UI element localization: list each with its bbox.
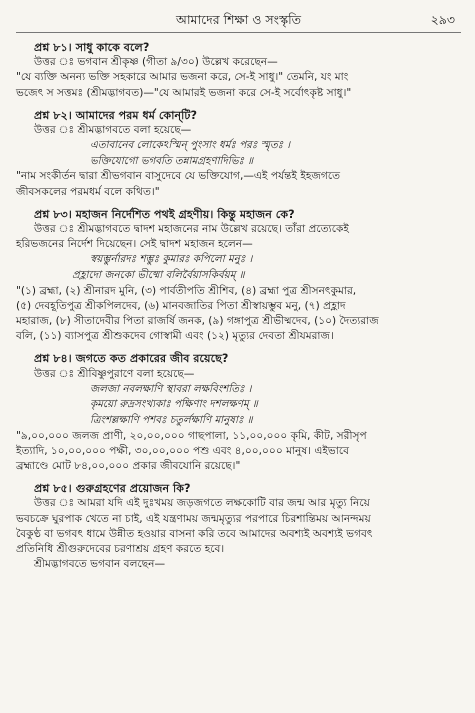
answer-83-list-3: মহারাজ, (৮) সীতাদেবীর পিতা রাজর্ষি জনক, (৯) গঙ্গাপুত্র শ্রীভীষ্মদেব, (১০) দৈত্যরাজ	[16, 315, 379, 328]
answer-83-list-4: বলি, (১১) ব্যাসপুত্র শ্রীশুকদেব গোস্বামী এবং (১২) মৃত্যুর দেবতা শ্রীযমরাজ।	[16, 330, 334, 343]
answer-84-line-4: ব্রহ্মাণ্ডে মোট ৮৪,০০,০০০ প্রকার জীবযোনি রয়েছে।"	[16, 460, 241, 473]
answer-85-line-5: শ্রীমদ্ভাগবতে ভগবান বলছেন—	[34, 558, 166, 571]
question-85: প্রশ্ন ৮৫। গুরুগ্রহণের প্রয়োজন কি?	[34, 482, 191, 496]
verse-82-line-1: এতাবানেব লোকেঽস্মিন্ পুংসাং ধর্মঃ পরঃ স্মৃতঃ ।	[90, 139, 291, 152]
answer-82-line-2: "নাম সংকীর্তন দ্বারা শ্রীভগবান বাসুদেবে যে ভক্তিযোগ,—এই পর্যন্তই ইহজগতে	[16, 170, 341, 183]
answer-84-line-1: উত্তর ঃ শ্রীবিষ্ণুপুরাণে বলা হয়েছে—	[34, 367, 195, 380]
question-84: প্রশ্ন ৮৪। জগতে কত প্রকারের জীব রয়েছে?	[34, 352, 229, 366]
answer-81-line-2: "যে ব্যক্তি অনন্য ভক্তি সহকারে আমার ভজনা করে, সে-ই সাধু।" তেমনি, যং মাং	[16, 71, 349, 84]
verse-83-line-1: স্বয়ম্ভুর্নারদঃ শম্ভুঃ কুমারঃ কপিলো মনুঃ ।	[90, 253, 253, 266]
answer-83-line-2: হরিভজনের নির্দেশ দিয়েছেন। সেই দ্বাদশ মহাজন হলেন—	[16, 238, 253, 251]
answer-83-list-1: "(১) ব্রহ্মা, (২) শ্রীনারদ মুনি, (৩) পার্বতীপতি শ্রীশিব, (৪) ব্রহ্মা পুত্র শ্রীসনৎকুমার,	[16, 284, 357, 297]
verse-84-line-1: জলজা নবলক্ষাণি স্থাবরা লক্ষবিংশতিঃ ।	[90, 382, 252, 395]
answer-85-line-3: বৈকুণ্ঠ বা ভগবৎ ধামে উন্নীত হওয়ার বাসনা করি তবে আমাদের অবশ্যই অবশ্যই ভগবৎ	[16, 527, 373, 540]
answer-85-line-1: উত্তর ঃ আমরা যদি এই দুঃখময় জড়জগতে লক্ষকোটি বার জন্ম আর মৃত্যু নিয়ে	[34, 497, 370, 510]
page-number: ২৯৩	[430, 12, 455, 27]
question-82: প্রশ্ন ৮২। আমাদের পরম ধর্ম কোন্‌টি?	[34, 108, 197, 122]
running-title: আমাদের শিক্ষা ও সংস্কৃতি	[175, 12, 302, 27]
page-body	[16, 40, 461, 572]
answer-81-line-3: ভজেৎ স সত্তমঃ (শ্রীমদ্ভাগবত)—"যে আমারই ভজনা করে সে-ই সর্বোৎকৃষ্ট সাধু।"	[16, 86, 352, 99]
verse-84-line-3: ত্রিংশল্লক্ষাণি পশবঃ চতুর্লক্ষাণি মানুষাঃ ॥	[90, 414, 253, 427]
answer-83-line-1: উত্তর ঃ শ্রীমদ্ভাগবতে দ্বাদশ মহাজনের নাম উল্লেখ রয়েছে। তাঁরা প্রত্যেকেই	[34, 223, 349, 236]
answer-83-list-2: (৫) দেবহূতিপুত্র শ্রীকপিলদেব, (৬) মানবজাতির পিতা শ্রীস্বায়ম্ভুব মনু, (৭) প্রহ্লাদ	[16, 299, 346, 312]
verse-83-line-2: প্রহ্লাদো জনকো ভীষ্মো বলির্বৈয়াসকির্বয়ম্ ॥	[72, 269, 245, 282]
answer-82-line-1: উত্তর ঃ শ্রীমদ্ভাগবতে বলা হয়েছে—	[34, 124, 192, 137]
verse-84-line-2: কৃময়ো রুদ্রসংখ্যকাঃ পক্ষিণাং দশলক্ষণম্ ॥	[90, 398, 258, 411]
question-81: প্রশ্ন ৮১। সাধু কাকে বলে?	[34, 41, 150, 54]
verse-82-line-2: ভক্তিযোগো ভগবতি তন্নামগ্রহণাদিভিঃ ॥	[90, 154, 254, 167]
answer-81-line-1: উত্তর ঃ ভগবান শ্রীকৃষ্ণ (গীতা ৯/৩০) উল্লেখ করেছেন—	[34, 56, 278, 69]
page-header	[16, 10, 461, 33]
answer-82-line-3: জীবসকলের পরমধর্ম বলে কথিত।"	[16, 185, 160, 198]
question-83: প্রশ্ন ৮৩। মহাজন নির্দেশিত পথই গ্রহণীয়। কিন্তু মহাজন কে?	[34, 207, 295, 221]
answer-84-line-2: "৯,০০,০০০ জলজ প্রাণী, ২০,০০,০০০ গাছপালা, ১১,০০,০০০ কৃমি, কীট, সরীসৃপ	[16, 429, 367, 442]
answer-85-line-2: ভবচক্রে ঘুরপাক খেতে না চাই, এই যন্ত্রণাময় জন্মমৃত্যুর পরপারে চিরশান্তিময় আনন্দময়	[16, 512, 371, 525]
answer-84-line-3: ইত্যাদি, ১০,০০,০০০ পক্ষী, ৩০,০০,০০০ পশু এবং ৪,০০,০০০ মানুষ। এইভাবে	[16, 444, 350, 457]
answer-85-line-4: প্রতিনিধি শ্রীগুরুদেবের চরণাশ্রয় গ্রহণ করতে হবে।	[16, 543, 225, 556]
